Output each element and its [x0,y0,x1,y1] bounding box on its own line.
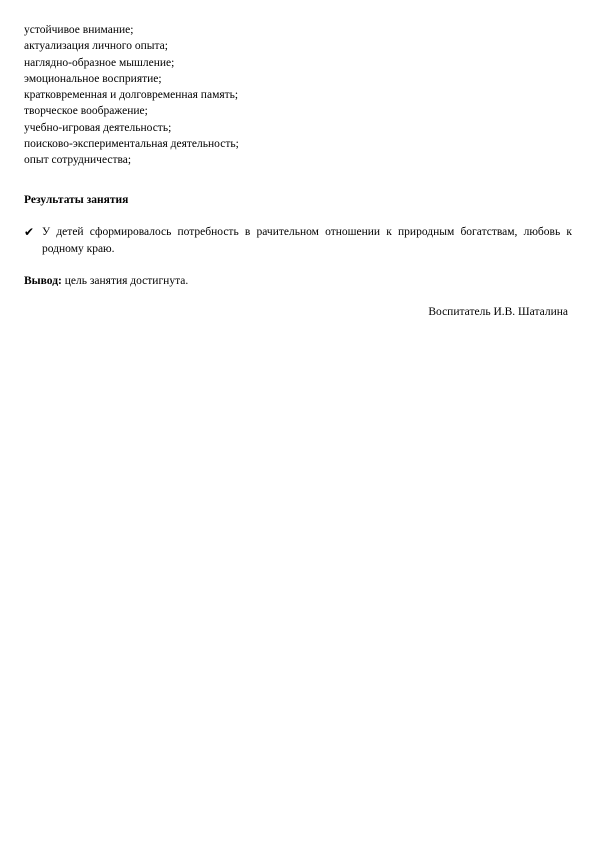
conclusion [24,273,188,289]
conclusion-label: Вывод: [24,275,62,287]
list-item: актуализация личного опыта; [24,40,168,53]
list-item: поисково-экспериментальная деятельность; [24,138,239,151]
list-item: наглядно-образное мышление; [24,56,175,69]
skills-list [24,22,564,169]
signature: Воспитатель И.В. Шаталина [428,306,568,318]
results-bullet [24,224,572,257]
conclusion-text: цель занятия достигнута. [61,275,189,287]
list-item: кратковременная и долговременная память; [24,89,239,102]
check-mark-icon: ✔ [24,225,35,239]
results-heading: Результаты занятия [24,194,129,206]
list-item: творческое воображение; [24,105,148,118]
list-item: опыт сотрудничества; [24,154,132,167]
list-item: устойчивое внимание; [24,24,134,36]
list-item: учебно-игровая деятельность; [24,121,172,134]
results-text: У детей сформировалось потребность в рачительном отношении к природным богатствам, любовь к родному краю. [42,226,572,255]
list-item: эмоциональное восприятие; [24,72,162,85]
